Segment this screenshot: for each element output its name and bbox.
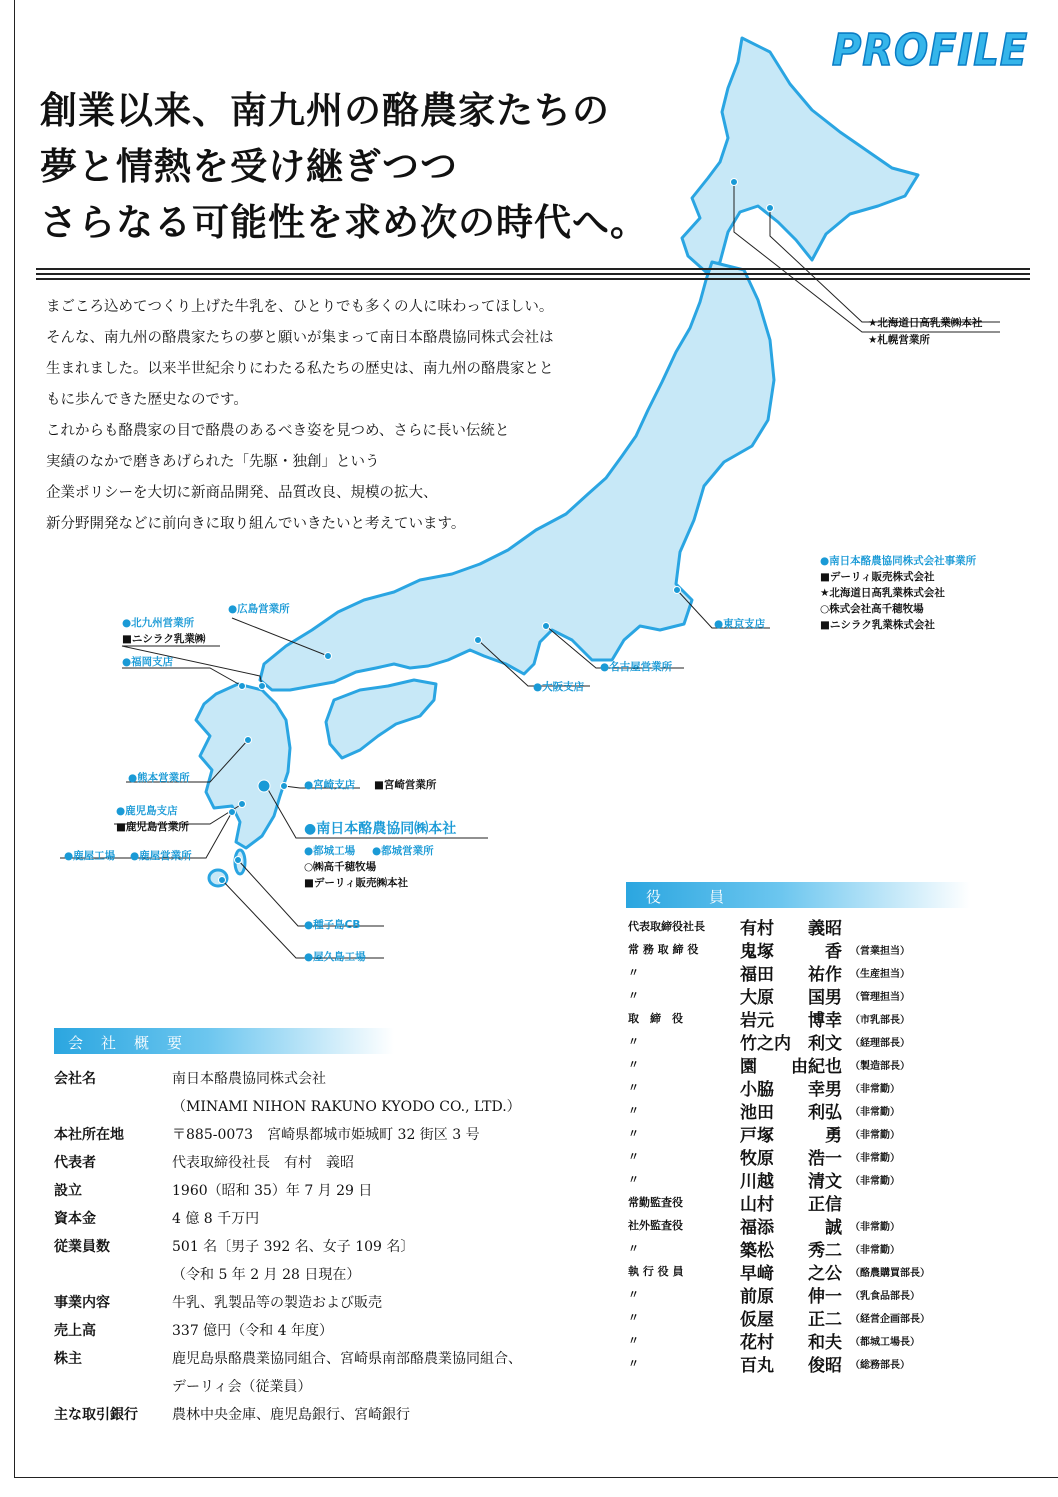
officer-note: （経営企画部長） (850, 1314, 930, 1325)
overview-key: 本社所在地 (54, 1127, 124, 1143)
headline-line-2: 夢と情熱を受け継ぎつつ (40, 145, 458, 188)
divider-rule (36, 278, 1030, 280)
officer-note: （総務部長） (850, 1360, 910, 1371)
officer-name: 福添 誠 (740, 1218, 842, 1238)
intro-line: 新分野開発などに前向きに取り組んでいきたいと考えています。 (46, 516, 466, 532)
label-yakushima: ●屋久島工場 (304, 951, 366, 963)
overview-value: 1960（昭和 35）年 7 月 29 日 (172, 1183, 373, 1199)
officer-title: 〃 (628, 989, 639, 1002)
intro-line: 実績のなかで磨きあげられた「先駆・独創」という (46, 454, 380, 470)
officer-title: 常勤監査役 (628, 1196, 683, 1209)
officer-title: 〃 (628, 1357, 639, 1370)
legend-nishiraku: ■ニシラク乳業株式会社 (820, 619, 935, 631)
officer-note: （酪農購買部長） (850, 1268, 930, 1279)
officer-title: 〃 (628, 1288, 639, 1301)
officer-note: （都城工場長） (850, 1337, 920, 1348)
intro-line: もに歩んできた歴史なのです。 (46, 392, 248, 408)
overview-value: （MINAMI NIHON RAKUNO KYODO CO., LTD.） (172, 1099, 521, 1115)
label-kanoya-factory: ●鹿屋工場 (64, 850, 116, 862)
officer-note: （非常勤） (850, 1176, 900, 1187)
legend-hokkaido: ★北海道日高乳業株式会社 (820, 587, 945, 599)
label-hiroshima: ●広島営業所 (228, 603, 290, 615)
officer-name: 戸塚 勇 (740, 1126, 842, 1146)
label-head-office: ●南日本酪農協同㈱本社 (304, 821, 457, 837)
officer-title: 〃 (628, 1058, 639, 1071)
divider-rule (36, 273, 1030, 275)
officer-note: （生産担当） (850, 969, 910, 980)
overview-key: 主な取引銀行 (54, 1407, 138, 1423)
overview-value: 〒885-0073 宮崎県都城市姫城町 32 街区 3 号 (172, 1127, 480, 1143)
overview-value: 4 億 8 千万円 (172, 1211, 260, 1227)
label-kitakyushu: ●北九州営業所 (122, 617, 195, 629)
officer-name: 牧原 浩一 (740, 1149, 842, 1169)
officer-title: 〃 (628, 1035, 639, 1048)
officer-note: （市乳部長） (850, 1015, 910, 1026)
intro-line: 企業ポリシーを大切に新商品開発、品質改良、規模の拡大、 (46, 485, 438, 501)
officers-heading: 役員 (646, 888, 773, 906)
officer-note: （非常勤） (850, 1084, 900, 1095)
officer-title: 〃 (628, 1104, 639, 1117)
officer-name: 仮屋 正二 (740, 1310, 842, 1330)
officer-title: 社外監査役 (628, 1219, 683, 1232)
intro-line: これからも酪農家の目で酪農のあるべき姿を見つめ、さらに長い伝統と (46, 423, 510, 439)
officer-name: 有村 義昭 (740, 919, 842, 939)
officer-note: （乳食品部長） (850, 1291, 920, 1302)
map-shikoku (326, 680, 436, 758)
label-miyazaki-sales: ■宮崎営業所 (374, 779, 437, 791)
headline-line-3: さらなる可能性を求め次の時代へ。 (40, 201, 648, 244)
label-nagoya: ●名古屋営業所 (600, 661, 673, 673)
overview-value: （令和 5 年 2 月 28 日現在） (172, 1267, 361, 1283)
officer-name: 百丸 俊昭 (740, 1356, 842, 1376)
officer-title: 〃 (628, 1311, 639, 1324)
officer-title: 〃 (628, 1150, 639, 1163)
overview-value: 牛乳、乳製品等の製造および販売 (172, 1295, 382, 1311)
legend-nanichi: ●南日本酪農協同株式会社事業所 (820, 555, 977, 567)
officer-note: （非常勤） (850, 1153, 900, 1164)
officer-title: 〃 (628, 1127, 639, 1140)
overview-value: 代表取締役社長 有村 義昭 (172, 1155, 354, 1171)
officer-title: 代表取締役社長 (628, 920, 705, 933)
officer-note: （非常勤） (850, 1107, 900, 1118)
overview-key: 資本金 (54, 1211, 96, 1227)
label-hokkaido-hq: ★北海道日高乳業㈱本社 (868, 317, 983, 329)
label-sapporo: ★札幌営業所 (868, 334, 930, 346)
headline-line-1: 創業以来、南九州の酪農家たちの (40, 89, 610, 132)
officer-name: 前原 伸一 (740, 1287, 842, 1307)
label-miyazaki: ●宮崎支店 (304, 779, 356, 791)
overview-heading: 会社概要 (68, 1034, 201, 1052)
label-miyakonojo-sales: ●都城営業所 (372, 845, 434, 857)
officer-title: 常 務 取 締 役 (628, 943, 699, 956)
officer-title: 〃 (628, 1173, 639, 1186)
label-osaka: ●大阪支店 (533, 681, 585, 693)
overview-key: 株主 (54, 1351, 82, 1367)
label-tanegashima: ●種子島CB (304, 919, 361, 931)
officer-name: 山村 正信 (740, 1195, 842, 1215)
officer-name: 鬼塚 香 (740, 942, 842, 962)
overview-value: 農林中央金庫、鹿児島銀行、宮崎銀行 (172, 1407, 410, 1423)
officer-title: 執 行 役 員 (628, 1265, 684, 1278)
officer-name: 竹之内 利文 (740, 1034, 842, 1054)
label-kanoya-sales: ●鹿屋営業所 (130, 850, 192, 862)
overview-key: 従業員数 (54, 1239, 110, 1255)
officer-name: 池田 利弘 (740, 1103, 842, 1123)
label-fukuoka: ●福岡支店 (122, 656, 174, 668)
officer-note: （製造部長） (850, 1061, 910, 1072)
overview-value: 南日本酪農協同株式会社 (172, 1071, 326, 1087)
overview-value: デーリィ会（従業員） (172, 1379, 312, 1395)
label-takachiho-farm: ○㈱高千穂牧場 (304, 861, 377, 873)
label-kagoshima-sales: ■鹿児島営業所 (116, 821, 189, 833)
label-kagoshima: ●鹿児島支店 (116, 805, 178, 817)
officer-name: 園 由紀也 (740, 1057, 842, 1077)
officer-name: 岩元 博幸 (740, 1011, 842, 1031)
intro-text (46, 292, 554, 540)
officer-note: （管理担当） (850, 992, 910, 1003)
officer-name: 大原 国男 (740, 988, 842, 1008)
officer-title: 〃 (628, 1242, 639, 1255)
label-nishiraku: ■ニシラク乳業㈱ (122, 633, 206, 645)
intro-line: そんな、南九州の酪農家たちの夢と願いが集まって南日本酪農協同株式会社は (46, 330, 554, 346)
divider-rule (36, 268, 1030, 270)
overview-value: 鹿児島県酪農業協同組合、宮崎県南部酪農業協同組合、 (172, 1351, 522, 1367)
label-dairy-hq: ■デーリィ販売㈱本社 (304, 877, 409, 889)
officer-name: 福田 祐作 (740, 965, 842, 985)
officers-heading-bar (626, 882, 970, 908)
label-kumamoto: ●熊本営業所 (128, 772, 190, 784)
officer-name: 築松 秀二 (740, 1241, 842, 1261)
profile-badge: PROFILE (832, 26, 1029, 76)
officer-note: （非常勤） (850, 1130, 900, 1141)
intro-line: まごころ込めてつくり上げた牛乳を、ひとりでも多くの人に味わってほしい。 (46, 299, 554, 315)
officer-note: （経理部長） (850, 1038, 910, 1049)
overview-key: 代表者 (54, 1155, 96, 1171)
officer-name: 早﨑 之公 (740, 1264, 842, 1284)
officer-name: 花村 和夫 (740, 1333, 842, 1353)
officer-name: 川越 清文 (740, 1172, 842, 1192)
intro-line: 生まれました。以来半世紀余りにわたる私たちの歴史は、南九州の酪農家とと (46, 361, 554, 377)
officer-name: 小脇 幸男 (740, 1080, 842, 1100)
legend-takachiho: ○株式会社高千穂牧場 (820, 603, 924, 615)
officer-note: （非常勤） (850, 1222, 900, 1233)
officer-title: 取 締 役 (628, 1012, 683, 1025)
officer-title: 〃 (628, 966, 639, 979)
overview-heading-bar (54, 1028, 394, 1054)
overview-key: 事業内容 (54, 1295, 110, 1311)
label-miyakonojo-factory: ●都城工場 (304, 845, 356, 857)
overview-key: 売上高 (54, 1323, 96, 1339)
overview-value: 337 億円（令和 4 年度） (172, 1323, 333, 1339)
legend-dairy: ■デーリィ販売株式会社 (820, 571, 935, 583)
overview-value: 501 名〔男子 392 名、女子 109 名〕 (172, 1239, 415, 1255)
label-tokyo: ●東京支店 (714, 618, 766, 630)
officer-title: 〃 (628, 1081, 639, 1094)
officer-note: （営業担当） (850, 946, 910, 957)
officer-title: 〃 (628, 1334, 639, 1347)
overview-key: 会社名 (54, 1071, 96, 1087)
overview-key: 設立 (54, 1183, 82, 1199)
officer-note: （非常勤） (850, 1245, 900, 1256)
